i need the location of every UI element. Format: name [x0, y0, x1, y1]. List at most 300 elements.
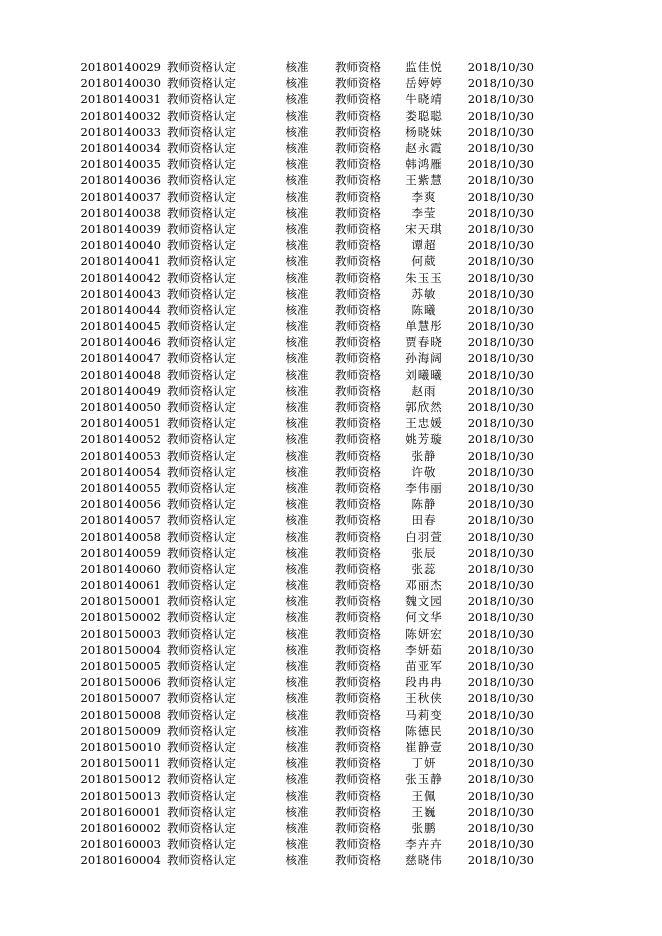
applicant-name-cell: 李卉卉: [405, 837, 443, 852]
record-number-cell: 20180140030: [80, 76, 161, 91]
table-row: [76, 156, 534, 172]
certificate-type-cell: 教师资格: [335, 707, 381, 722]
approval-item-cell: 教师资格认定: [167, 691, 236, 706]
approval-date-cell: 2018/10/30: [467, 238, 534, 253]
table-row: [76, 75, 534, 91]
applicant-name-cell: 赵雨: [411, 383, 437, 398]
record-number-cell: 20180140032: [80, 108, 161, 123]
approval-date-cell: 2018/10/30: [467, 432, 534, 447]
table-row: [76, 739, 534, 755]
record-number-cell: 20180140042: [80, 270, 161, 285]
approval-item-cell: 教师资格认定: [167, 723, 236, 738]
applicant-name-cell: 郭欣然: [405, 400, 443, 415]
table-row: [76, 205, 534, 221]
applicant-name-cell: 贾春晓: [405, 335, 443, 350]
approval-date-cell: 2018/10/30: [467, 594, 534, 609]
applicant-name-cell: 魏文园: [405, 594, 443, 609]
table-row: [76, 545, 534, 561]
approval-item-cell: 教师资格认定: [167, 173, 236, 188]
approval-item-cell: 教师资格认定: [167, 205, 236, 220]
applicant-name-cell: 陈曦: [411, 302, 437, 317]
table-row: [76, 787, 534, 803]
approval-date-cell: 2018/10/30: [467, 400, 534, 415]
approval-result-cell: 核准: [285, 173, 309, 188]
approval-item-cell: 教师资格认定: [167, 319, 236, 334]
approval-date-cell: 2018/10/30: [467, 723, 534, 738]
certificate-type-cell: 教师资格: [335, 351, 381, 366]
approval-date-cell: 2018/10/30: [467, 529, 534, 544]
certificate-type-cell: 教师资格: [335, 497, 381, 512]
certificate-type-cell: 教师资格: [335, 464, 381, 479]
record-number-cell: 20180140037: [80, 189, 161, 204]
approval-item-cell: 教师资格认定: [167, 739, 236, 754]
approval-result-cell: 核准: [285, 432, 309, 447]
table-row: [76, 124, 534, 140]
applicant-name-cell: 苗亚军: [405, 659, 443, 674]
record-number-cell: 20180140059: [80, 545, 161, 560]
approval-item-cell: 教师资格认定: [167, 529, 236, 544]
approval-result-cell: 核准: [285, 513, 309, 528]
approval-result-cell: 核准: [285, 804, 309, 819]
approval-item-cell: 教师资格认定: [167, 351, 236, 366]
approval-item-cell: 教师资格认定: [167, 432, 236, 447]
table-row: [76, 852, 534, 868]
approval-item-cell: 教师资格认定: [167, 141, 236, 156]
table-row: [76, 723, 534, 739]
table-row: [76, 237, 534, 253]
record-number-cell: 20180140038: [80, 205, 161, 220]
approval-date-cell: 2018/10/30: [467, 189, 534, 204]
applicant-name-cell: 李伟丽: [405, 480, 443, 495]
approval-item-cell: 教师资格认定: [167, 302, 236, 317]
approval-date-cell: 2018/10/30: [467, 480, 534, 495]
approval-date-cell: 2018/10/30: [467, 545, 534, 560]
approval-result-cell: 核准: [285, 157, 309, 172]
approval-item-cell: 教师资格认定: [167, 497, 236, 512]
applicant-name-cell: 陈德民: [405, 723, 443, 738]
record-number-cell: 20180140049: [80, 383, 161, 398]
record-number-cell: 20180140039: [80, 221, 161, 236]
applicant-name-cell: 邓丽杰: [405, 578, 443, 593]
record-number-cell: 20180140060: [80, 561, 161, 576]
applicant-name-cell: 王秋侠: [405, 691, 443, 706]
record-number-cell: 20180140046: [80, 335, 161, 350]
approval-date-cell: 2018/10/30: [467, 513, 534, 528]
approval-result-cell: 核准: [285, 675, 309, 690]
table-row: [76, 836, 534, 852]
approval-date-cell: 2018/10/30: [467, 788, 534, 803]
applicant-name-cell: 赵永霞: [405, 141, 443, 156]
table-row: [76, 302, 534, 318]
approval-result-cell: 核准: [285, 691, 309, 706]
approval-result-cell: 核准: [285, 788, 309, 803]
record-number-cell: 20180150001: [80, 594, 161, 609]
applicant-name-cell: 田春: [411, 513, 437, 528]
approval-item-cell: 教师资格认定: [167, 853, 236, 868]
record-number-cell: 20180140031: [80, 92, 161, 107]
table-row: [76, 189, 534, 205]
approval-date-cell: 2018/10/30: [467, 578, 534, 593]
certification-table: [76, 59, 534, 868]
record-number-cell: 20180140052: [80, 432, 161, 447]
applicant-name-cell: 何葳: [411, 254, 437, 269]
approval-result-cell: 核准: [285, 189, 309, 204]
approval-date-cell: 2018/10/30: [467, 626, 534, 641]
table-row: [76, 755, 534, 771]
certificate-type-cell: 教师资格: [335, 173, 381, 188]
applicant-name-cell: 杨晓妹: [405, 124, 443, 139]
table-row: [76, 771, 534, 787]
record-number-cell: 20180140034: [80, 141, 161, 156]
approval-result-cell: 核准: [285, 221, 309, 236]
record-number-cell: 20180140044: [80, 302, 161, 317]
applicant-name-cell: 监佳悦: [405, 60, 443, 75]
approval-result-cell: 核准: [285, 238, 309, 253]
approval-item-cell: 教师资格认定: [167, 221, 236, 236]
approval-item-cell: 教师资格认定: [167, 400, 236, 415]
approval-result-cell: 核准: [285, 578, 309, 593]
approval-item-cell: 教师资格认定: [167, 60, 236, 75]
certificate-type-cell: 教师资格: [335, 659, 381, 674]
approval-item-cell: 教师资格认定: [167, 254, 236, 269]
approval-date-cell: 2018/10/30: [467, 853, 534, 868]
approval-result-cell: 核准: [285, 205, 309, 220]
approval-date-cell: 2018/10/30: [467, 739, 534, 754]
table-row: [76, 820, 534, 836]
table-row: [76, 593, 534, 609]
table-row: [76, 496, 534, 512]
approval-date-cell: 2018/10/30: [467, 691, 534, 706]
certificate-type-cell: 教师资格: [335, 578, 381, 593]
certificate-type-cell: 教师资格: [335, 141, 381, 156]
approval-item-cell: 教师资格认定: [167, 545, 236, 560]
applicant-name-cell: 苏敏: [411, 286, 437, 301]
certificate-type-cell: 教师资格: [335, 642, 381, 657]
approval-date-cell: 2018/10/30: [467, 254, 534, 269]
certificate-type-cell: 教师资格: [335, 108, 381, 123]
record-number-cell: 20180140055: [80, 480, 161, 495]
applicant-name-cell: 陈妍宏: [405, 626, 443, 641]
table-row: [76, 318, 534, 334]
approval-date-cell: 2018/10/30: [467, 60, 534, 75]
approval-result-cell: 核准: [285, 335, 309, 350]
approval-item-cell: 教师资格认定: [167, 108, 236, 123]
certificate-type-cell: 教师资格: [335, 189, 381, 204]
applicant-name-cell: 朱玉玉: [405, 270, 443, 285]
table-row: [76, 448, 534, 464]
table-row: [76, 91, 534, 107]
applicant-name-cell: 段冉冉: [405, 675, 443, 690]
approval-item-cell: 教师资格认定: [167, 270, 236, 285]
approval-date-cell: 2018/10/30: [467, 675, 534, 690]
certificate-type-cell: 教师资格: [335, 675, 381, 690]
certificate-type-cell: 教师资格: [335, 804, 381, 819]
approval-date-cell: 2018/10/30: [467, 205, 534, 220]
approval-item-cell: 教师资格认定: [167, 594, 236, 609]
applicant-name-cell: 韩鸿雁: [405, 157, 443, 172]
approval-result-cell: 核准: [285, 124, 309, 139]
certificate-type-cell: 教师资格: [335, 432, 381, 447]
approval-date-cell: 2018/10/30: [467, 221, 534, 236]
record-number-cell: 20180140043: [80, 286, 161, 301]
approval-date-cell: 2018/10/30: [467, 286, 534, 301]
applicant-name-cell: 许敬: [411, 464, 437, 479]
approval-item-cell: 教师资格认定: [167, 707, 236, 722]
certificate-type-cell: 教师资格: [335, 157, 381, 172]
approval-date-cell: 2018/10/30: [467, 351, 534, 366]
table-row: [76, 108, 534, 124]
approval-item-cell: 教师资格认定: [167, 561, 236, 576]
table-row: [76, 626, 534, 642]
certificate-type-cell: 教师资格: [335, 691, 381, 706]
approval-date-cell: 2018/10/30: [467, 173, 534, 188]
approval-date-cell: 2018/10/30: [467, 804, 534, 819]
approval-date-cell: 2018/10/30: [467, 772, 534, 787]
certificate-type-cell: 教师资格: [335, 853, 381, 868]
applicant-name-cell: 刘曦曦: [405, 367, 443, 382]
applicant-name-cell: 张辰: [411, 545, 437, 560]
applicant-name-cell: 马莉变: [405, 707, 443, 722]
certificate-type-cell: 教师资格: [335, 254, 381, 269]
record-number-cell: 20180140045: [80, 319, 161, 334]
approval-result-cell: 核准: [285, 529, 309, 544]
table-row: [76, 804, 534, 820]
applicant-name-cell: 宋天琪: [405, 221, 443, 236]
approval-result-cell: 核准: [285, 659, 309, 674]
certificate-type-cell: 教师资格: [335, 335, 381, 350]
certificate-type-cell: 教师资格: [335, 610, 381, 625]
approval-result-cell: 核准: [285, 254, 309, 269]
approval-result-cell: 核准: [285, 92, 309, 107]
record-number-cell: 20180150012: [80, 772, 161, 787]
approval-date-cell: 2018/10/30: [467, 464, 534, 479]
applicant-name-cell: 李爽: [411, 189, 437, 204]
approval-date-cell: 2018/10/30: [467, 416, 534, 431]
approval-item-cell: 教师资格认定: [167, 124, 236, 139]
table-row: [76, 334, 534, 350]
certificate-type-cell: 教师资格: [335, 270, 381, 285]
table-row: [76, 464, 534, 480]
applicant-name-cell: 慈晓伟: [405, 853, 443, 868]
record-number-cell: 20180140041: [80, 254, 161, 269]
record-number-cell: 20180140050: [80, 400, 161, 415]
approval-item-cell: 教师资格认定: [167, 788, 236, 803]
certificate-type-cell: 教师资格: [335, 400, 381, 415]
table-row: [76, 528, 534, 544]
applicant-name-cell: 张鹏: [411, 820, 437, 835]
certificate-type-cell: 教师资格: [335, 76, 381, 91]
approval-result-cell: 核准: [285, 108, 309, 123]
approval-date-cell: 2018/10/30: [467, 820, 534, 835]
applicant-name-cell: 姚芳璇: [405, 432, 443, 447]
approval-date-cell: 2018/10/30: [467, 319, 534, 334]
approval-result-cell: 核准: [285, 772, 309, 787]
record-number-cell: 20180140033: [80, 124, 161, 139]
certificate-type-cell: 教师资格: [335, 92, 381, 107]
record-number-cell: 20180140057: [80, 513, 161, 528]
table-row: [76, 415, 534, 431]
approval-item-cell: 教师资格认定: [167, 642, 236, 657]
table-row: [76, 383, 534, 399]
approval-date-cell: 2018/10/30: [467, 157, 534, 172]
table-row: [76, 59, 534, 75]
approval-item-cell: 教师资格认定: [167, 804, 236, 819]
applicant-name-cell: 白羽萱: [405, 529, 443, 544]
approval-item-cell: 教师资格认定: [167, 286, 236, 301]
certificate-type-cell: 教师资格: [335, 545, 381, 560]
applicant-name-cell: 单慧彤: [405, 319, 443, 334]
approval-date-cell: 2018/10/30: [467, 270, 534, 285]
record-number-cell: 20180160001: [80, 804, 161, 819]
approval-result-cell: 核准: [285, 837, 309, 852]
applicant-name-cell: 牛晓靖: [405, 92, 443, 107]
approval-item-cell: 教师资格认定: [167, 189, 236, 204]
certificate-type-cell: 教师资格: [335, 529, 381, 544]
table-row: [76, 707, 534, 723]
certificate-type-cell: 教师资格: [335, 448, 381, 463]
record-number-cell: 20180160002: [80, 820, 161, 835]
applicant-name-cell: 李莹: [411, 205, 437, 220]
approval-result-cell: 核准: [285, 302, 309, 317]
certificate-type-cell: 教师资格: [335, 383, 381, 398]
approval-item-cell: 教师资格认定: [167, 820, 236, 835]
approval-item-cell: 教师资格认定: [167, 448, 236, 463]
approval-result-cell: 核准: [285, 416, 309, 431]
approval-date-cell: 2018/10/30: [467, 448, 534, 463]
table-row: [76, 480, 534, 496]
table-row: [76, 269, 534, 285]
approval-result-cell: 核准: [285, 739, 309, 754]
approval-result-cell: 核准: [285, 464, 309, 479]
approval-result-cell: 核准: [285, 561, 309, 576]
certificate-type-cell: 教师资格: [335, 302, 381, 317]
applicant-name-cell: 张蕊: [411, 561, 437, 576]
approval-item-cell: 教师资格认定: [167, 578, 236, 593]
approval-item-cell: 教师资格认定: [167, 659, 236, 674]
applicant-name-cell: 陈静: [411, 497, 437, 512]
approval-item-cell: 教师资格认定: [167, 76, 236, 91]
approval-item-cell: 教师资格认定: [167, 480, 236, 495]
approval-result-cell: 核准: [285, 820, 309, 835]
approval-item-cell: 教师资格认定: [167, 367, 236, 382]
table-row: [76, 690, 534, 706]
applicant-name-cell: 张静: [411, 448, 437, 463]
approval-date-cell: 2018/10/30: [467, 756, 534, 771]
approval-date-cell: 2018/10/30: [467, 367, 534, 382]
approval-date-cell: 2018/10/30: [467, 302, 534, 317]
applicant-name-cell: 李妍茹: [405, 642, 443, 657]
certificate-type-cell: 教师资格: [335, 772, 381, 787]
approval-date-cell: 2018/10/30: [467, 76, 534, 91]
approval-item-cell: 教师资格认定: [167, 238, 236, 253]
approval-date-cell: 2018/10/30: [467, 707, 534, 722]
table-row: [76, 350, 534, 366]
record-number-cell: 20180150008: [80, 707, 161, 722]
approval-date-cell: 2018/10/30: [467, 141, 534, 156]
record-number-cell: 20180140051: [80, 416, 161, 431]
record-number-cell: 20180150004: [80, 642, 161, 657]
table-row: [76, 140, 534, 156]
table-row: [76, 609, 534, 625]
approval-result-cell: 核准: [285, 448, 309, 463]
applicant-name-cell: 王紫慧: [405, 173, 443, 188]
table-row: [76, 221, 534, 237]
approval-item-cell: 教师资格认定: [167, 513, 236, 528]
record-number-cell: 20180150002: [80, 610, 161, 625]
approval-result-cell: 核准: [285, 141, 309, 156]
applicant-name-cell: 丁妍: [411, 756, 437, 771]
table-body: [76, 59, 534, 868]
approval-item-cell: 教师资格认定: [167, 383, 236, 398]
table-row: [76, 431, 534, 447]
approval-result-cell: 核准: [285, 497, 309, 512]
approval-result-cell: 核准: [285, 60, 309, 75]
certificate-type-cell: 教师资格: [335, 238, 381, 253]
certificate-type-cell: 教师资格: [335, 480, 381, 495]
approval-date-cell: 2018/10/30: [467, 659, 534, 674]
certificate-type-cell: 教师资格: [335, 513, 381, 528]
certificate-type-cell: 教师资格: [335, 221, 381, 236]
certificate-type-cell: 教师资格: [335, 124, 381, 139]
record-number-cell: 20180150006: [80, 675, 161, 690]
approval-result-cell: 核准: [285, 367, 309, 382]
applicant-name-cell: 岳婷婷: [405, 76, 443, 91]
record-number-cell: 20180140040: [80, 238, 161, 253]
certificate-type-cell: 教师资格: [335, 319, 381, 334]
applicant-name-cell: 王佩: [411, 788, 437, 803]
applicant-name-cell: 张玉静: [405, 772, 443, 787]
certificate-type-cell: 教师资格: [335, 739, 381, 754]
approval-result-cell: 核准: [285, 545, 309, 560]
approval-result-cell: 核准: [285, 270, 309, 285]
approval-item-cell: 教师资格认定: [167, 416, 236, 431]
record-number-cell: 20180140029: [80, 60, 161, 75]
applicant-name-cell: 王巍: [411, 804, 437, 819]
certificate-type-cell: 教师资格: [335, 723, 381, 738]
table-row: [76, 674, 534, 690]
approval-result-cell: 核准: [285, 286, 309, 301]
certificate-type-cell: 教师资格: [335, 788, 381, 803]
approval-result-cell: 核准: [285, 351, 309, 366]
record-number-cell: 20180150011: [80, 756, 161, 771]
approval-result-cell: 核准: [285, 594, 309, 609]
certificate-type-cell: 教师资格: [335, 60, 381, 75]
table-row: [76, 367, 534, 383]
record-number-cell: 20180150010: [80, 739, 161, 754]
approval-item-cell: 教师资格认定: [167, 772, 236, 787]
approval-item-cell: 教师资格认定: [167, 92, 236, 107]
certificate-type-cell: 教师资格: [335, 367, 381, 382]
record-number-cell: 20180140048: [80, 367, 161, 382]
approval-result-cell: 核准: [285, 723, 309, 738]
approval-result-cell: 核准: [285, 642, 309, 657]
applicant-name-cell: 孙海阔: [405, 351, 443, 366]
approval-result-cell: 核准: [285, 853, 309, 868]
record-number-cell: 20180150005: [80, 659, 161, 674]
record-number-cell: 20180160004: [80, 853, 161, 868]
approval-item-cell: 教师资格认定: [167, 756, 236, 771]
record-number-cell: 20180160003: [80, 837, 161, 852]
approval-result-cell: 核准: [285, 707, 309, 722]
approval-date-cell: 2018/10/30: [467, 497, 534, 512]
applicant-name-cell: 崔静壹: [405, 739, 443, 754]
approval-date-cell: 2018/10/30: [467, 561, 534, 576]
approval-result-cell: 核准: [285, 383, 309, 398]
approval-item-cell: 教师资格认定: [167, 626, 236, 641]
certificate-type-cell: 教师资格: [335, 820, 381, 835]
certificate-type-cell: 教师资格: [335, 626, 381, 641]
record-number-cell: 20180140053: [80, 448, 161, 463]
